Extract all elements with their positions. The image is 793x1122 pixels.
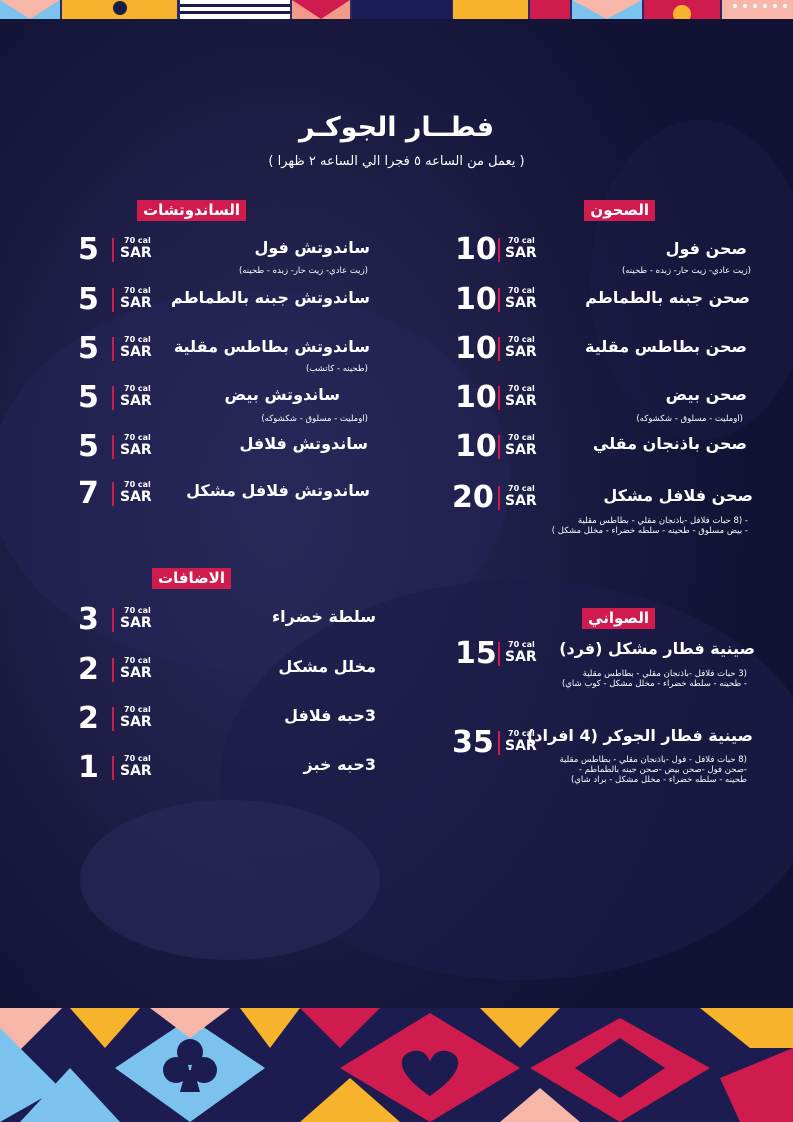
currency-label: SAR [120,393,152,409]
calories-label: 70 cal [124,754,151,763]
calories-label: 70 cal [508,236,535,245]
price-value: 2 [78,701,99,736]
price-value: 20 [452,480,494,515]
sandwich-item [78,429,378,465]
item-name: ساندوتش جبنه بالطماطم [171,288,370,307]
currency-label: SAR [120,615,152,631]
item-description: - (8 حبات فلافل -باذنجان مقلي - بطاطس مقلية [577,516,748,526]
section-plates-header: الصحون [584,200,655,221]
currency-label: SAR [120,295,152,311]
currency-label: SAR [505,295,537,311]
calories-label: 70 cal [124,335,151,344]
section-sandwiches-header: الساندوتشات [137,200,246,221]
plate-item [455,429,755,465]
price-value: 7 [78,476,99,511]
item-description: - بيض مسلوق - طحينه - سلطه خضراء - مخلل مشكل ) [551,526,748,536]
item-name: ساندوتش فلافل [239,434,368,453]
price-value: 10 [455,232,497,267]
item-description: - طحينه - سلطه خضراء - مخلل مشكل - كوب شاي) [561,679,747,689]
price-value: 1 [78,750,99,785]
price-value: 2 [78,652,99,687]
plate-item [455,331,755,367]
price-value: 3 [78,602,99,637]
calories-label: 70 cal [508,335,535,344]
currency-label: SAR [120,489,152,505]
calories-label: 70 cal [124,433,151,442]
price-value: 10 [455,429,497,464]
currency-label: SAR [120,442,152,458]
item-name: صحن بطاطس مقلية [584,337,747,356]
item-description: (طحينه - كاتشب) [306,364,368,374]
item-name: صينية فطار مشكل (فرد) [559,639,755,658]
price-value: 15 [455,636,497,671]
item-description: (زيت عادي- زيت حار- زبده - طحينه) [621,266,751,276]
item-name: سلطة خضراء [271,607,376,626]
sandwich-item [78,476,378,512]
currency-label: SAR [505,245,537,261]
item-description: طحينه - سلطه خضراء - مخلل مشكل - براد شاي) [570,775,747,785]
price-value: 5 [78,380,99,415]
currency-label: SAR [505,493,537,509]
calories-label: 70 cal [508,484,535,493]
calories-label: 70 cal [508,729,535,738]
currency-label: SAR [505,442,537,458]
item-description: -صحن فول -صحن بيض -صحن جبنه بالطماطم - [578,765,747,775]
opening-hours: ( يعمل من الساعه ٥ فجرا الي الساعه ٢ ظهرا ) [268,154,525,169]
tray-item [455,636,755,672]
addition-item [78,602,378,638]
price-value: 5 [78,429,99,464]
plate-item [455,380,755,416]
item-name: صحن جبنه بالطماطم [585,288,750,307]
top-pattern-band [0,0,793,19]
item-name: ساندوتش فول [254,238,370,257]
addition-item [78,701,378,737]
sandwich-item [78,232,378,268]
addition-item [78,750,378,786]
sandwich-item [78,282,378,318]
item-name: صحن فلافل مشكل [603,486,753,505]
calories-label: 70 cal [508,384,535,393]
item-name: مخلل مشكل [278,657,376,676]
section-additions-header: الاضافات [152,568,231,589]
price-value: 5 [78,331,99,366]
currency-label: SAR [120,665,152,681]
item-name: صحن فول [665,239,747,258]
item-description: (8 حبات فلافل - فول -باذنجان مقلي - بطاطس مقلية [559,755,747,765]
sandwich-item [78,380,378,416]
price-value: 10 [455,282,497,317]
currency-label: SAR [120,344,152,360]
section-trays-header: الصواني [582,608,655,629]
calories-label: 70 cal [124,606,151,615]
plate-item [452,480,755,516]
price-value: 35 [452,725,494,760]
item-name: صحن باذنجان مقلي [592,434,747,453]
currency-label: SAR [505,393,537,409]
item-description: (زيت عادي- زيت حار- زبده - طحينه) [238,266,368,276]
calories-label: 70 cal [124,286,151,295]
price-value: 10 [455,331,497,366]
item-name: صحن بيض [665,385,747,404]
currency-label: SAR [120,245,152,261]
calories-label: 70 cal [124,480,151,489]
currency-label: SAR [120,714,152,730]
calories-label: 70 cal [124,705,151,714]
item-name: ساندوتش فلافل مشكل [186,481,370,500]
item-name: 3حبه فلافل [284,706,376,725]
item-name: ساندوتش بطاطس مقلية [173,337,370,356]
calories-label: 70 cal [508,640,535,649]
item-description: (3 حبات فلافل -باذنجان مقلي - بطاطس مقلية [582,669,747,679]
plate-item [455,282,755,318]
calories-label: 70 cal [124,656,151,665]
item-name: 3حبه خبز [303,755,376,774]
currency-label: SAR [505,738,537,754]
calories-label: 70 cal [124,384,151,393]
price-value: 5 [78,282,99,317]
item-description: (اومليت - مسلوق - شكشوكه) [261,414,368,424]
calories-label: 70 cal [124,236,151,245]
item-name: ساندوتش بيض [224,385,340,404]
currency-label: SAR [120,763,152,779]
calories-label: 70 cal [508,433,535,442]
addition-item [78,652,378,688]
sandwich-item [78,331,378,367]
calories-label: 70 cal [508,286,535,295]
price-value: 5 [78,232,99,267]
currency-label: SAR [505,649,537,665]
menu-title: فطــار الجوكـر [298,112,495,143]
item-name: صينية فطار الجوكر (4 افراد) [526,726,753,745]
bottom-card-suits-pattern [0,1008,793,1122]
currency-label: SAR [505,344,537,360]
plate-item [455,232,755,268]
price-value: 10 [455,380,497,415]
item-description: (اومليت - مسلوق - شكشوكه) [636,414,743,424]
